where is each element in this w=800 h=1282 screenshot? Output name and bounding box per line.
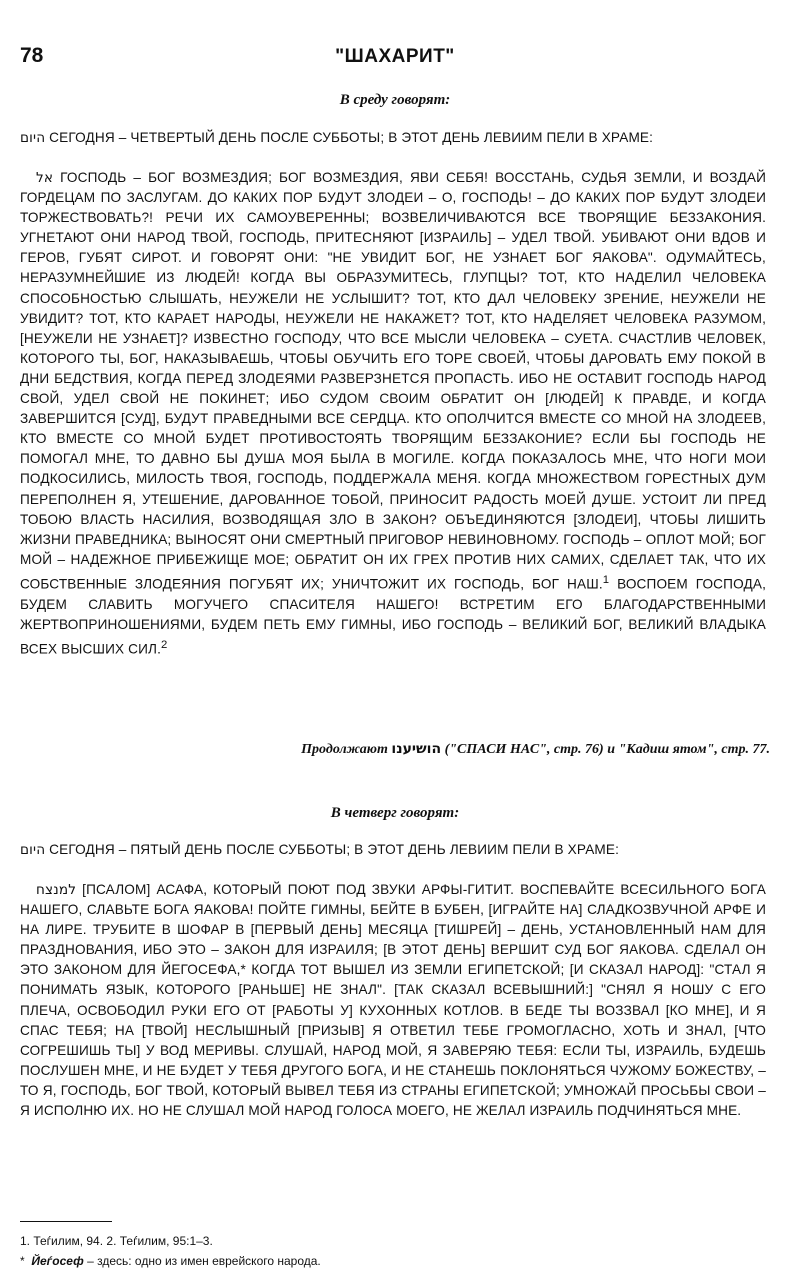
page-header bbox=[20, 44, 770, 76]
thursday-psalm bbox=[20, 880, 766, 1121]
continuation-suffix: ("СПАСИ НАС", стр. 76) и "Кадиш ятом", стр. 77. bbox=[441, 742, 770, 757]
footnote-star-term: Йеѓосеф bbox=[31, 1254, 84, 1268]
running-title: "ШАХАРИТ" bbox=[335, 46, 455, 67]
thursday-heading: В четверг говорят: bbox=[330, 805, 460, 821]
thursday-intro bbox=[20, 840, 766, 860]
footnote-star-mark: * bbox=[20, 1254, 25, 1268]
thursday-psalm-text: [ПСАЛОМ] АСАФА, КОТОРЫЙ ПОЮТ ПОД ЗВУКИ АРФЫ-ГИТИТ. ВОСПЕВАЙТЕ ВСЕСИЛЬНОГО БОГА НАШЕГО, СЛАВЬТЕ БОГА ЯАКОВА! ПОЙТЕ ГИМНЫ, БЕЙТЕ В БУБЕН, [ИГРАЙТЕ НА] СЛАДКОЗВУЧНОЙ АРФЕ И НА ЛИРЕ. ТРУБИТЕ В ШОФАР В [ПЕРВЫЙ ДЕНЬ] МЕСЯЦА [ТИШРЕЙ] – ДЕНЬ, УСТАНОВЛЕННЫЙ НАМ ДЛЯ ПРАЗДНОВАНИЯ, ИБО ЭТО – ЗАКОН ДЛЯ ИЗРАИЛЯ; [В ЭТОТ ДЕНЬ] ВЕРШИТ СУД БОГ ЯАКОВА. СДЕЛАЛ ОН ЭТО ЗАКОНОМ ДЛЯ ЙЕГОСЕФА,* КОГДА ТОТ ВЫШЕЛ ИЗ ЗЕМЛИ ЕГИПЕТСКОЙ; [И СКАЗАЛ НАРОД]: "СТАЛ Я ПОНИМАТЬ ЯЗЫК, КОТОРОГО [РАНЬШЕ] НЕ ЗНАЛ". [ТАК СКАЗАЛ ВСЕВЫШНИЙ:] "СНЯЛ Я НОШУ С ЕГО ПЛЕЧА, ОСВОБОДИЛ РУКИ ЕГО ОТ [РАБОТЫ У] КУХОННЫХ КОТЛОВ. В БЕДЕ ТЫ ВОЗЗВАЛ [КО МНЕ], И Я СПАС ТЕБЯ; НА [ТВОЙ] НЕСЛЫШНЫЙ [ПРИЗЫВ] Я ОТВЕТИЛ ТЕБЕ ГРОМОГЛАСНО, ХОТЬ И ЗНАЛ, [ЧТО СОГРЕШИШЬ ТЫ] У ВОД МЕРИВЫ. СЛУШАЙ, НАРОД МОЙ, Я ЗАВЕРЯЮ ТЕБЯ: ЕСЛИ ТЫ, ИЗРАИЛЬ, БУДЕШЬ ПОСЛУШЕН МНЕ, И НЕ БУДЕТ У ТЕБЯ ДРУГОГО БОГА, И НЕ СТАНЕШЬ ПОКЛОНЯТЬСЯ ЧУЖОМУ БОЖЕСТВУ, – ТО Я, ГОСПОДЬ, БОГ ТВОЙ, КОТОРЫЙ ВЫВЕЛ ТЕБЯ ИЗ СТРАНЫ ЕГИПЕТСКОЙ; УМНОЖАЙ ПРОСЬБЫ СВОИ – Я ИСПОЛНЮ ИХ. НО НЕ СЛУШАЛ МОЙ НАРОД ГОЛОСА МОЕГО, НЕ ЖЕЛАЛ ИЗРАИЛЬ ПОДЧИНЯТЬСЯ МНЕ. bbox=[20, 882, 766, 1119]
footnote-star bbox=[20, 1254, 321, 1268]
hebrew-word-hayom-2: היום bbox=[20, 842, 46, 858]
footnote-star-text: – здесь: одно из имен еврейского народа. bbox=[83, 1254, 321, 1268]
wednesday-psalm-text-2: ВОСПОЕМ ГОСПОДА, БУДЕМ СЛАВИТЬ МОГУЧЕГО СПАСИТЕЛЯ НАШЕГО! ВСТРЕТИМ ЕГО БЛАГОДАРСТВЕННЫМИ ЖЕРТВОПРИНОШЕНИЯМИ, БУДЕМ ПЕТЬ ЕМУ ГИМНЫ, ИБО ГОСПОДЬ – ВЕЛИКИЙ БОГ, ВЕЛИКИЙ ВЛАДЫКА ВСЕХ ВЫСШИХ СИЛ. bbox=[20, 576, 766, 657]
hebrew-word-hoshiena: הושיענו bbox=[391, 741, 442, 757]
wednesday-intro bbox=[20, 128, 766, 148]
wednesday-heading: В среду говорят: bbox=[339, 92, 451, 108]
wednesday-continuation bbox=[20, 741, 770, 758]
wednesday-psalm-text: ГОСПОДЬ – БОГ ВОЗМЕЗДИЯ; БОГ ВОЗМЕЗДИЯ, ЯВИ СЕБЯ! ВОССТАНЬ, СУДЬЯ ЗЕМЛИ, И ВОЗДАЙ ГОРДЕЦАМ ПО ЗАСЛУГАМ. ДО КАКИХ ПОР БУДУТ ЗЛОДЕИ – О, ГОСПОДЬ! – ДО КАКИХ ПОР БУДУТ ЗЛОДЕИ ТОРЖЕСТВОВАТЬ?! РЕЧИ ИХ САМОУВЕРЕННЫ; ВОЗВЕЛИЧИВАЮТСЯ ВСЕ ТВОРЯЩИЕ БЕЗЗАКОНИЯ. УГНЕТАЮТ ОНИ НАРОД ТВОЙ, ГОСПОДЬ, ПРИТЕСНЯЮТ [ИЗРАИЛЬ] – УДЕЛ ТВОЙ. УБИВАЮТ ОНИ ВДОВ И ГЕРОВ, ГУБЯТ СИРОТ. И ГОВОРЯТ ОНИ: "НЕ УВИДИТ БОГ, НЕ УЗНАЕТ БОГ ЯАКОВА". ОДУМАЙТЕСЬ, НЕРАЗУМНЕЙШИЕ ИЗ ЛЮДЕЙ! КОГДА ВЫ ОБРАЗУМИТЕСЬ, ГЛУПЦЫ? ТОТ, КТО НАДЕЛИЛ ЧЕЛОВЕКА СПОСОБНОСТЬЮ СЛЫШАТЬ, НЕУЖЕЛИ НЕ УСЛЫШИТ? ТОТ, КТО ДАЛ ЧЕЛОВЕКУ ЗРЕНИЕ, НЕУЖЕЛИ НЕ УВИДИТ? ТОТ, КТО КАРАЕТ НАРОДЫ, НЕУЖЕЛИ НЕ НАКАЖЕТ? ТОТ, КТО НАДЕЛЯЕТ ЧЕЛОВЕКА РАЗУМОМ, [НЕУЖЕЛИ НЕ УЗНАЕТ]? ИЗВЕСТНО ГОСПОДУ, ЧТО ВСЕ МЫСЛИ ЧЕЛОВЕКА – СУЕТА. СЧАСТЛИВ ЧЕЛОВЕК, КОТОРОГО ТЫ, БОГ, НАКАЗЫВАЕШЬ, ЧТОБЫ ОБУЧИТЬ ЕГО ТОРЕ СВОЕЙ, ЧТОБЫ ДАРОВАТЬ ЕМУ ПОКОЙ В ДНИ БЕДСТВИЯ, КОГДА ПЕРЕД ЗЛОДЕЯМИ РАЗВЕРЗНЕТСЯ ПРОПАСТЬ. ИБО НЕ ОСТАВИТ ГОСПОДЬ НАРОД СВОЙ, УДЕЛ СВОЙ НЕ ПОКИНЕТ; ИБО СУДОМ СВОИМ ОБРАТИТ ОН [ЛЮДЕЙ] К ПРАВДЕ, И КОГДА ЗАВЕРШИТСЯ [СУД], БУДУТ ПРАВЕДНЫМИ ВСЕ СЕРДЦА. КТО ОПОЛЧИТСЯ ВМЕСТЕ СО МНОЙ НА ЗЛОДЕЕВ, КТО ВМЕСТЕ СО МНОЙ БУДЕТ ПРОТИВОСТОЯТЬ ТВОРЯЩИМ БЕЗЗАКОНИЕ? ЕСЛИ БЫ ГОСПОДЬ НЕ ПОМОГАЛ МНЕ, ТО ДАВНО БЫ ДУША МОЯ БЫЛА В МОГИЛЕ. КОГДА ПОКАЗАЛОСЬ МНЕ, ЧТО НОГИ МОИ ПОДКОСИЛИСЬ, МИЛОСТЬ ТВОЯ, ГОСПОДЬ, ПОДДЕРЖАЛА МЕНЯ. КОГДА МНОЖЕСТВОМ ГОРЕСТНЫХ ДУМ ПЕРЕПОЛНЕН Я, УТЕШЕНИЕ, ДАРОВАННОЕ ТОБОЙ, ПРИНОСИТ РАДОСТЬ МОЕЙ ДУШЕ. УСТОИТ ЛИ ПРЕД ТОБОЮ ВЛАСТЬ НАСИЛИЯ, ВОЗВОДЯЩАЯ ЗЛО В ЗАКОН? ОБЪЕДИНЯЮТСЯ [ЗЛОДЕИ], ЧТОБЫ ЛИШИТЬ ЖИЗНИ ПРАВЕДНИКА; ВЫНОСЯТ ОНИ СМЕРТНЫЙ ПРИГОВОР НЕВИНОВНОМУ. ГОСПОДЬ – ОПЛОТ МОЙ; БОГ МОЙ – НАДЕЖНОЕ ПРИБЕЖИЩЕ МОЕ; ОБРАТИТ ОН ИХ ГРЕХ ПРОТИВ НИХ САМИХ, СДЕЛАЕТ ТАК, ЧТО ИХ СОБСТВЕННЫЕ ЗЛОДЕЯНИЯ ПОГУБЯТ ИХ; УНИЧТОЖИТ ИХ ГОСПОДЬ, БОГ НАШ. bbox=[20, 170, 766, 592]
thursday-intro-text: СЕГОДНЯ – ПЯТЫЙ ДЕНЬ ПОСЛЕ СУББОТЫ; В ЭТОТ ДЕНЬ ЛЕВИИМ ПЕЛИ В ХРАМЕ: bbox=[45, 842, 620, 857]
hebrew-word-el: אל bbox=[36, 170, 54, 186]
wednesday-psalm bbox=[20, 168, 766, 659]
footnote-ref-2: 2 bbox=[161, 638, 168, 651]
page-number: 78 bbox=[20, 44, 44, 67]
wednesday-intro-text: СЕГОДНЯ – ЧЕТВЕРТЫЙ ДЕНЬ ПОСЛЕ СУББОТЫ; В ЭТОТ ДЕНЬ ЛЕВИИМ ПЕЛИ В ХРАМЕ: bbox=[45, 130, 654, 145]
hebrew-word-hayom: היום bbox=[20, 130, 46, 146]
footnote-1-2: 1. Теѓилим, 94. 2. Теѓилим, 95:1–3. bbox=[20, 1234, 213, 1248]
continuation-prefix: Продолжают bbox=[301, 742, 392, 757]
footnote-ref-1: 1 bbox=[602, 573, 610, 586]
footnote-divider bbox=[20, 1221, 112, 1222]
hebrew-word-lamenatzeach: למנצח bbox=[36, 882, 77, 898]
